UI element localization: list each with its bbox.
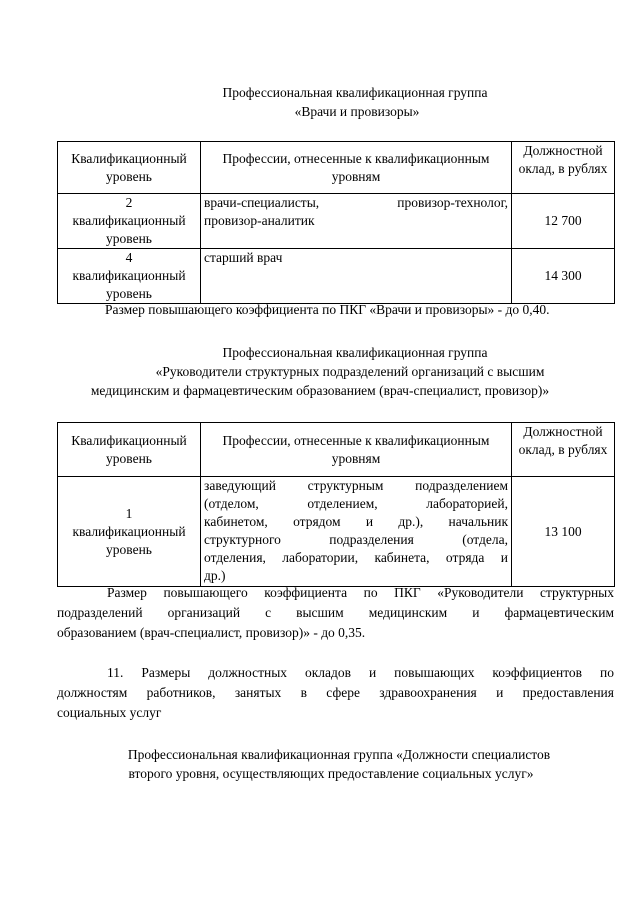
section1-note: Размер повышающего коэффициента по ПКГ «Врачи и провизоры» - до 0,40. — [105, 302, 550, 317]
header-level: Квалификационный уровень — [58, 142, 201, 194]
section2-title-line2: «Руководители структурных подразделений организаций с высшим — [155, 364, 545, 379]
level-cell — [58, 194, 201, 249]
profession-line: (отделом, отделением, лабораторией, — [204, 496, 508, 511]
table-row — [58, 477, 615, 587]
section2-title-line1: Профессиональная квалификационная группа — [222, 345, 488, 360]
section2-table — [57, 422, 615, 587]
table-header-row — [58, 423, 615, 477]
level-text: квалификационный уровень — [72, 213, 186, 246]
paragraph-line: 11. Размеры должностных окладов и повышающих коэффициентов по — [107, 665, 614, 680]
section3-title-line2: второго уровня, осуществляющих предоставление социальных услуг» — [128, 766, 534, 781]
professions-cell — [201, 194, 512, 249]
section1-title-line1: Профессиональная квалификационная группа — [222, 85, 488, 100]
section3-heading — [0, 745, 640, 783]
paragraph-line: социальных услуг — [57, 705, 162, 720]
level-number: 1 — [125, 505, 133, 521]
section2-title-line3: медицинским и фармацевтическим образованием (врач-специалист, провизор)» — [90, 383, 550, 398]
section2-note — [57, 583, 614, 643]
table-header-row — [58, 142, 615, 194]
section2-heading — [0, 343, 640, 400]
level-number: 2 — [125, 195, 133, 210]
note-line: подразделений организаций с высшим медицинским и фармацевтическим — [57, 605, 614, 620]
section3-title-line1: Профессиональная квалификационная группа «Должности специалистов — [127, 747, 551, 762]
profession-line: структурного подразделения (отдела, — [204, 532, 508, 547]
section1-title-line2: «Врачи и провизоры» — [294, 104, 420, 119]
header-professions: Профессии, отнесенные к квалификационным уровням — [201, 423, 512, 477]
header-professions: Профессии, отнесенные к квалификационным уровням — [201, 142, 512, 194]
professions-cell — [201, 477, 512, 587]
salary-cell: 12 700 — [512, 194, 615, 249]
table-row — [58, 194, 615, 249]
profession-line: отделения, лаборатории, кабинета, отряда и — [204, 550, 508, 565]
professions-cell: старший врач — [201, 249, 512, 304]
salary-cell: 13 100 — [512, 477, 615, 587]
level-number: 4 — [125, 250, 133, 265]
level-cell — [58, 477, 201, 587]
level-cell — [58, 249, 201, 304]
profession-line: провизор-аналитик — [204, 213, 315, 228]
table-row — [58, 249, 615, 304]
salary-cell: 14 300 — [512, 249, 615, 304]
header-salary: Должностной оклад, в рублях — [512, 423, 615, 477]
section1-heading — [0, 83, 640, 121]
level-text: квалификационный уровень — [72, 523, 186, 557]
profession-line: др.) — [204, 568, 226, 583]
paragraph-line: должностям работников, занятых в сфере здравоохранения и предоставления — [57, 685, 614, 700]
section1-table — [57, 141, 615, 304]
header-level: Квалификационный уровень — [58, 423, 201, 477]
profession-line: заведующий структурным подразделением — [204, 478, 508, 493]
note-line: образованием (врач-специалист, провизор)» - до 0,35. — [57, 625, 366, 640]
note-line: Размер повышающего коэффициента по ПКГ «Руководители структурных — [107, 585, 614, 600]
profession-line: кабинетом, отрядом и др.), начальник — [204, 514, 508, 529]
profession-line: врачи-специалисты, провизор-технолог, — [204, 195, 508, 210]
header-salary: Должностной оклад, в рублях — [512, 142, 615, 194]
section3-paragraph — [57, 663, 614, 723]
level-text: квалификационный уровень — [72, 268, 186, 301]
